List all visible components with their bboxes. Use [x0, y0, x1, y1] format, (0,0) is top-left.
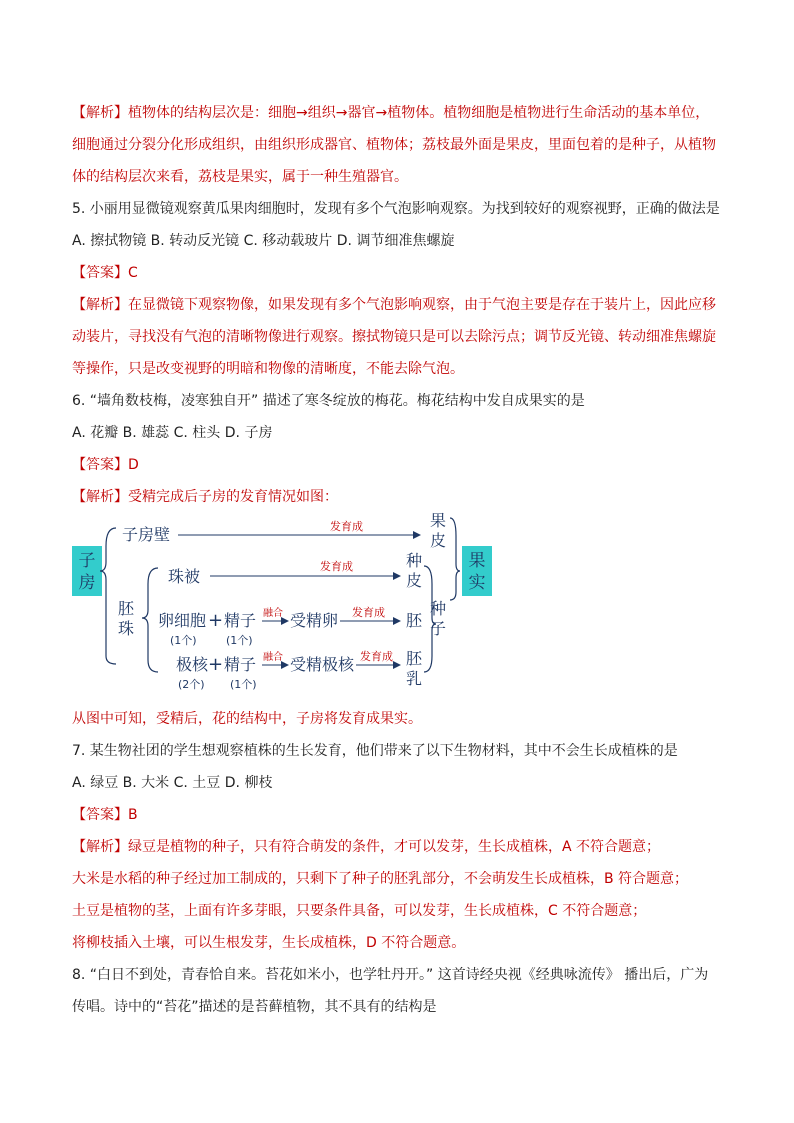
- sperm-count-1: (1个): [226, 634, 253, 647]
- q7-options: A. 绿豆 B. 大米 C. 土豆 D. 柳枝: [72, 775, 273, 791]
- sperm-label-1: 精子: [224, 611, 257, 630]
- ovary-wall-label: 子房壁: [122, 525, 171, 544]
- ovule-bottom: 珠: [118, 619, 135, 638]
- polar-count: (2个): [178, 678, 205, 691]
- q5-stem: 5. 小丽用显微镜观察黄瓜果肉细胞时，发现有多个气泡影响观察。为找到较好的观察视野，正确的做法是: [72, 201, 720, 217]
- analysis-tag: 【解析】: [72, 839, 128, 855]
- q6-conclusion: 从图中可知，受精后，花的结构中，子房将发育成果实。: [72, 711, 422, 727]
- q6-options: A. 花瓣 B. 雄蕊 C. 柱头 D. 子房: [72, 425, 273, 441]
- ovary-development-diagram: [68, 506, 498, 696]
- left-brace: [100, 528, 116, 664]
- egg-cell-label: 卵细胞: [158, 611, 207, 630]
- fertilized-polar-label: 受精极核: [290, 655, 355, 674]
- pericarp-top: 果: [430, 511, 447, 530]
- ovary-label-top: 子: [78, 551, 96, 571]
- plus-1: +: [208, 610, 224, 631]
- fruit-brace: [450, 518, 460, 600]
- q4-analysis-line-3: 体的结构层次来看，荔枝是果实，属于一种生殖器官。: [72, 169, 408, 185]
- q6-stem: 6. “墙角数枝梅，凌寒独自开” 描述了寒冬绽放的梅花。梅花结构中发自成果实的是: [72, 393, 585, 409]
- ovule-brace: [142, 568, 158, 672]
- answer-tag: 【答案】: [72, 457, 128, 473]
- q5-options: A. 擦拭物镜 B. 转动反光镜 C. 移动载玻片 D. 调节细准焦螺旋: [72, 233, 455, 249]
- seedcoat-top: 种: [406, 551, 423, 570]
- egg-count: (1个): [170, 634, 197, 647]
- analysis-tag: 【解析】: [72, 105, 128, 121]
- q5-analysis-line-3: 等操作，只是改变视野的明暗和物像的清晰度，不能去除气泡。: [72, 361, 464, 377]
- zygote-label: 受精卵: [290, 611, 339, 630]
- answer-value: D: [128, 457, 139, 473]
- q8-stem-line-2: 传唱。诗中的“苔花”描述的是苔藓植物，其不具有的结构是: [72, 999, 437, 1015]
- analysis-text: 植物体的结构层次是：细胞→组织→器官→植物体。植物细胞是植物进行生命活动的基本单位，: [128, 105, 710, 121]
- develop-label-1: 发育成: [330, 520, 363, 533]
- q5-analysis-line-2: 动装片，寻找没有气泡的清晰物像进行观察。擦拭物镜只是可以去除污点；调节反光镜、转动细准焦螺旋: [72, 329, 716, 345]
- answer-tag: 【答案】: [72, 265, 128, 281]
- q7-analysis-line-1: [72, 838, 660, 856]
- sperm-count-2: (1个): [230, 678, 257, 691]
- q8-stem-line-1: 8. “白日不到处，青春恰自来。苔花如米小，也学牡丹开。” 这首诗经央视《经典咏流传》 播出后，广为: [72, 967, 709, 983]
- answer-value: B: [128, 807, 138, 823]
- ovary-label-bottom: 房: [78, 573, 96, 593]
- endosperm-top: 胚: [406, 649, 423, 668]
- fruit-label-bottom: 实: [468, 573, 486, 593]
- pericarp-bottom: 皮: [430, 531, 447, 550]
- seed-bottom: 子: [430, 619, 447, 638]
- analysis-tag: 【解析】: [72, 297, 128, 313]
- q7-stem: 7. 某生物社团的学生想观察植株的生长发育，他们带来了以下生物材料，其中不会生长成植株的是: [72, 743, 678, 759]
- q7-analysis-line-3: 土豆是植物的茎，上面有许多芽眼，只要条件具备，可以发芽，生长成植株，C 不符合题意；: [72, 903, 647, 919]
- q6-answer: [72, 456, 139, 474]
- fruit-label-top: 果: [468, 551, 486, 571]
- answer-value: C: [128, 265, 138, 281]
- plus-2: +: [208, 654, 224, 675]
- q6-analysis-line-1: [72, 488, 338, 506]
- polar-nuclei-label: 极核: [176, 655, 209, 674]
- seedcoat-bottom: 皮: [406, 571, 423, 590]
- fuse-label-1: 融合: [263, 608, 283, 619]
- analysis-text: 在显微镜下观察物像，如果发现有多个气泡影响观察，由于气泡主要是存在于装片上，因此应移: [128, 297, 716, 313]
- q5-analysis-line-1: [72, 296, 716, 314]
- develop-label-2: 发育成: [320, 560, 353, 573]
- analysis-text: 绿豆是植物的种子，只有符合萌发的条件，才可以发芽，生长成植株，A 不符合题意；: [128, 839, 661, 855]
- embryo-label: 胚: [406, 611, 423, 630]
- develop-label-4: 发育成: [360, 650, 393, 663]
- answer-tag: 【答案】: [72, 807, 128, 823]
- q7-analysis-line-4: 将柳枝插入土壤，可以生根发芽，生长成植株，D 不符合题意。: [72, 935, 466, 951]
- q4-analysis-line-1: [72, 104, 709, 122]
- analysis-tag: 【解析】: [72, 489, 128, 505]
- q7-analysis-line-2: 大米是水稻的种子经过加工制成的，只剩下了种子的胚乳部分，不会萌发生长成植株，B 符合题意；: [72, 871, 689, 887]
- q5-answer: [72, 264, 138, 282]
- develop-label-3: 发育成: [352, 606, 385, 619]
- ovule-top: 胚: [118, 599, 135, 618]
- seed-top: 种: [430, 599, 447, 618]
- q7-answer: [72, 806, 138, 824]
- sperm-label-2: 精子: [224, 655, 257, 674]
- analysis-text: 受精完成后子房的发育情况如图：: [128, 489, 338, 505]
- endosperm-bottom: 乳: [406, 669, 423, 688]
- q4-analysis-line-2: 细胞通过分裂分化形成组织，由组织形成器官、植物体；荔枝最外面是果皮，里面包着的是种子，从植物: [72, 137, 716, 153]
- fuse-label-2: 融合: [263, 652, 283, 663]
- integument-label: 珠被: [168, 567, 201, 586]
